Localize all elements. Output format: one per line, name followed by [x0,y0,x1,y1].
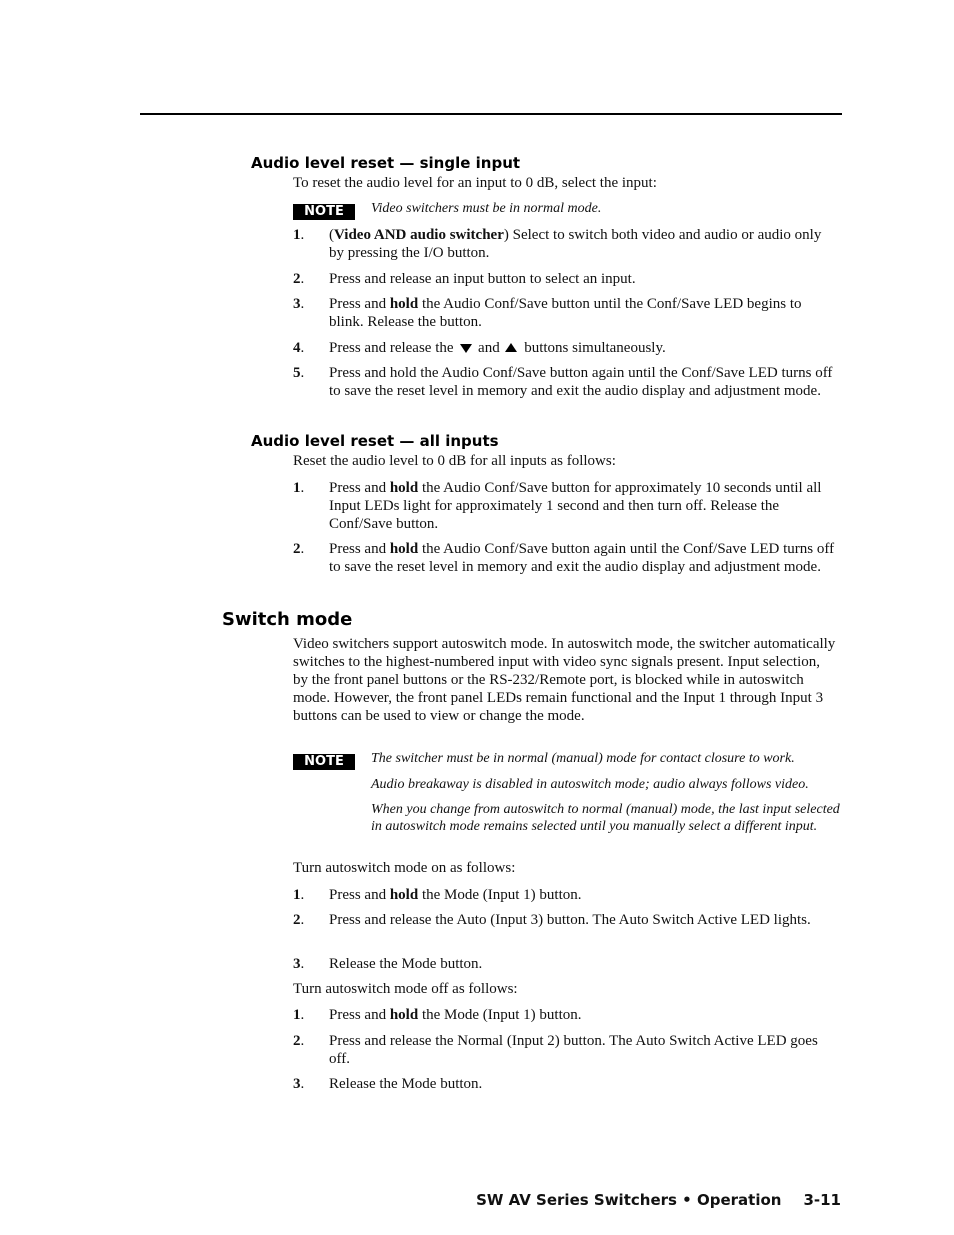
heading-switch-mode: Switch mode [222,609,353,630]
note-text: When you change from autoswitch to normal (manual) mode, the last input selected in autoswitch mode remains selected until you manually select a different input. [371,802,840,834]
step-number: 5. [293,365,305,381]
step-number: 3. [293,1076,305,1092]
step-number: 1. [293,480,305,496]
header-rule [140,113,842,115]
list-item: 3. Press and hold the Audio Conf/Save button until the Conf/Save LED begins to blink. Release the button. [293,296,802,330]
step-number: 2. [293,1033,305,1049]
list-item: 1. Press and hold the Mode (Input 1) button. [293,1007,582,1023]
heading-audio-reset-single: Audio level reset — single input [251,154,521,172]
list-item: 2. Press and release the Normal (Input 2) button. The Auto Switch Active LED goes off. [293,1033,818,1067]
list-item: 3. Release the Mode button. [293,956,483,972]
page-footer [476,1191,841,1209]
intro-audio-reset-single: To reset the audio level for an input to 0 dB, select the input: [293,175,657,191]
step-number: 2. [293,271,305,287]
step-number: 1. [293,887,305,903]
step-number: 3. [293,296,305,312]
list-item: 2. Press and release the Auto (Input 3) button. The Auto Switch Active LED lights. [293,912,811,928]
list-item: 5. Press and hold the Audio Conf/Save button again until the Conf/Save LED turns off to save the reset level in memory and exit the audio display and adjustment mode. [293,365,833,399]
intro-switch-mode: Video switchers support autoswitch mode. In autoswitch mode, the switcher automatically switches to the highest-numbered input with video sync signals present. Input selection, by the front panel buttons or the RS-232/Remote port, is blocked while in autoswitch mode. However, the front panel LEDs remain functional and the Input 1 through Input 3 buttons can be used to view or change the mode. [293,636,836,724]
step-number: 2. [293,912,305,928]
autoswitch-on-intro: Turn autoswitch mode on as follows: [293,860,516,876]
list-item: 2. Press and release an input button to select an input. [293,271,636,287]
intro-audio-reset-all: Reset the audio level to 0 dB for all inputs as follows: [293,453,616,469]
up-triangle-icon [505,343,517,352]
page-number: 3-11 [803,1191,841,1209]
heading-audio-reset-all: Audio level reset — all inputs [251,432,499,450]
note-text: Video switchers must be in normal mode. [371,201,602,216]
note-text: The switcher must be in normal (manual) mode for contact closure to work. [371,751,795,766]
list-item: 1. Press and hold the Mode (Input 1) button. [293,887,582,903]
list-item: 1. (Video AND audio switcher) Select to switch both video and audio or audio only by pressing the I/O button. [293,227,822,261]
note-text: Audio breakaway is disabled in autoswitch mode; audio always follows video. [371,777,809,792]
list-item: 3. Release the Mode button. [293,1076,483,1092]
step-number: 3. [293,956,305,972]
note-badge: NOTE [293,754,355,770]
step-number: 2. [293,541,305,557]
step-number: 1. [293,227,305,243]
list-item: 1. Press and hold the Audio Conf/Save button for approximately 10 seconds until all Input LEDs light for approximately 1 second and then turn off. Release the Conf/Save button. [293,480,822,532]
down-triangle-icon [460,344,472,353]
list-item: 4. Press and release the and buttons simultaneously. [293,340,666,356]
note-badge: NOTE [293,204,355,220]
footer-title: SW AV Series Switchers • Operation [476,1191,782,1209]
step-number: 1. [293,1007,305,1023]
step-number: 4. [293,340,305,356]
list-item: 2. Press and hold the Audio Conf/Save button again until the Conf/Save LED turns off to save the reset level in memory and exit the audio display and adjustment mode. [293,541,835,575]
autoswitch-off-intro: Turn autoswitch mode off as follows: [293,981,518,997]
